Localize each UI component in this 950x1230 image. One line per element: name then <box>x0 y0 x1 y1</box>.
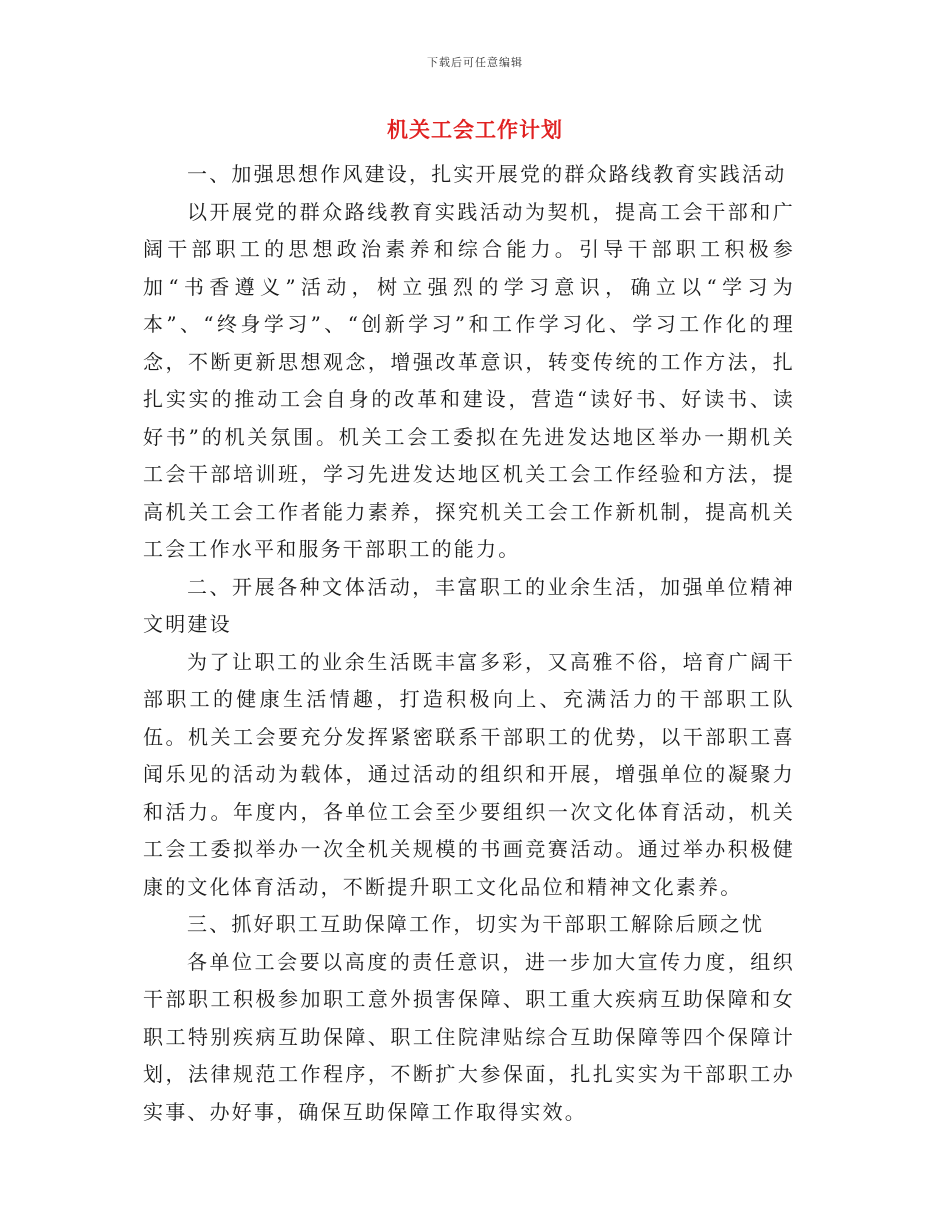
section-heading-1: 一、加强思想作风建设，扎实开展党的群众路线教育实践活动 <box>187 162 787 186</box>
page-header-note: 下载后可任意编辑 <box>427 56 523 69</box>
document-body <box>143 156 795 1131</box>
document-title: 机关工会工作计划 <box>387 117 563 142</box>
section-body-3: 各单位工会要以高度的责任意识，进一步加大宣传力度，组织干部职工积极参加职工意外损害保障、职工重大疾病互助保障和女职工特别疾病互助保障、职工住院津贴综合互助保障等四个保障计划，法律规范工作程序，不断扩大参保面，扎扎实实为干部职工办实事、办好事，确保互助保障工作取得实效。 <box>143 949 795 1124</box>
section-body-1: 以开展党的群众路线教育实践活动为契机，提高工会干部和广阔干部职工的思想政治素养和综合能力。引导干部职工积极参加“书香遵义”活动，树立强烈的学习意识，确立以“学习为本”、“终身学习”、“创新学习”和工作学习化、学习工作化的理念，不断更新思想观念，增强改革意识，转变传统的工作方法，扎扎实实的推动工会自身的改革和建设，营造“读好书、好读书、读好书”的机关氛围。机关工会工委拟在先进发达地区举办一期机关工会干部培训班，学习先进发达地区机关工会工作经验和方法，提高机关工会工作者能力素养，探究机关工会工作新机制，提高机关工会工作水平和服务干部职工的能力。 <box>143 199 795 561</box>
section-heading-2: 二、开展各种文体活动，丰富职工的业余生活，加强单位精神文明建设 <box>143 574 795 636</box>
section-heading-3: 三、抓好职工互助保障工作，切实为干部职工解除后顾之忧 <box>187 912 765 936</box>
section-body-2: 为了让职工的业余生活既丰富多彩，又高雅不俗，培育广阔干部职工的健康生活情趣，打造积极向上、充满活力的干部职工队伍。机关工会要充分发挥紧密联系干部职工的优势，以干部职工喜闻乐见的活动为载体，通过活动的组织和开展，增强单位的凝聚力和活力。年度内，各单位工会至少要组织一次文化体育活动，机关工会工委拟举办一次全机关规模的书画竞赛活动。通过举办积极健康的文化体育活动，不断提升职工文化品位和精神文化素养。 <box>143 649 795 899</box>
